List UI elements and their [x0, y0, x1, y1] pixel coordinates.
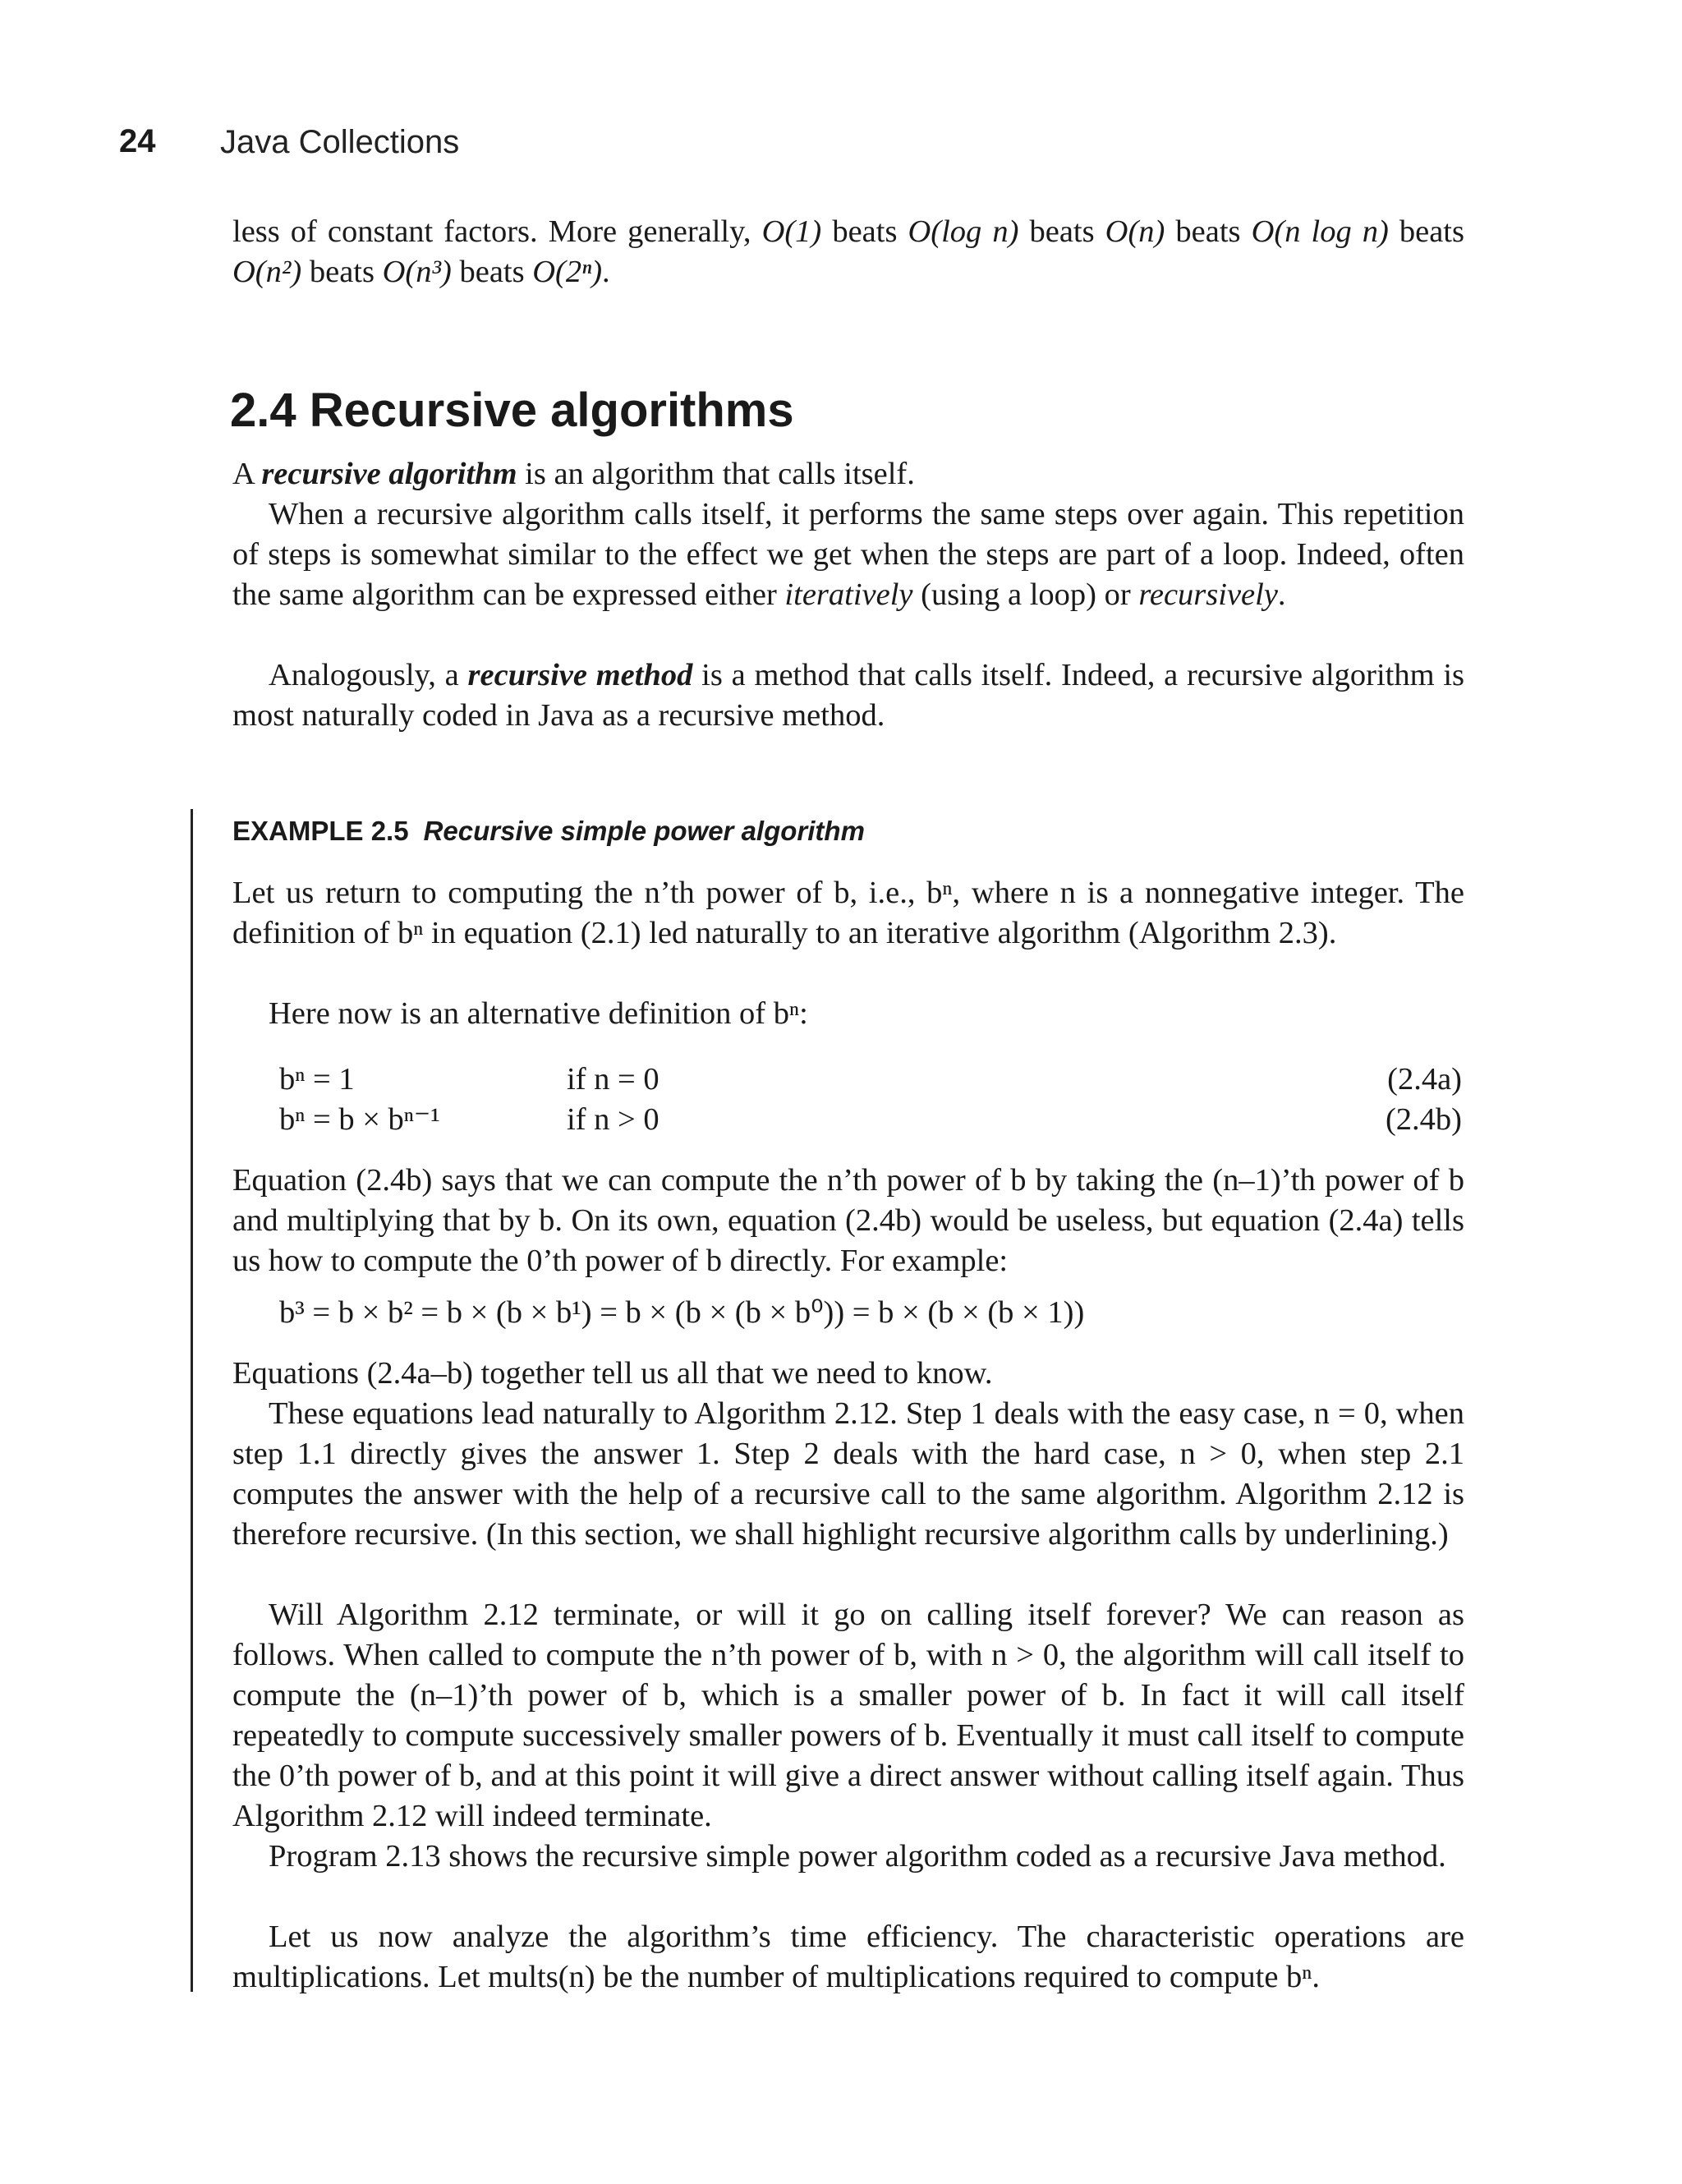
intro-text: less of constant factors. More generally, — [232, 214, 762, 249]
term-recursive-algorithm: recursive algorithm — [261, 457, 517, 491]
complexity-2: O(log n) — [908, 214, 1019, 249]
page-number: 24 — [119, 123, 156, 159]
example-paragraph-8: Let us now analyze the algorithm’s time efficiency. The characteristic operations are multiplications. Let mults(n) be the number of multiplications required to compute bⁿ. — [232, 1920, 1464, 1994]
complexity-1: O(1) — [761, 214, 822, 249]
p2-text-b: (using a loop) or — [912, 577, 1139, 612]
p3-text-b: is a method that calls itself. Indeed, a recursive algorithm is most naturally coded in Java as a recursive method. — [232, 658, 1465, 733]
p2-text-a: When a recursive algorithm calls itself, it performs the same steps over again. This repetition of steps is somewhat similar to the effect we get when the steps are part of a loop. Indeed, often the same algorithm can be expressed either — [232, 497, 1464, 612]
equation-2-4a-lhs: bⁿ = 1 — [279, 1062, 355, 1097]
display-equation: b³ = b × b² = b × (b × b¹) = b × (b × (b × b⁰)) = b × (b × (b × 1)) — [279, 1295, 1085, 1330]
example-paragraph-2: Here now is an alternative definition of bⁿ: — [269, 996, 808, 1031]
beats-word: beats — [821, 214, 908, 249]
intro-paragraph: less of constant factors. More generally, O(1) beats O(log n) beats O(n) beats O(n log n) beats O(n²) beats O(n³) beats O(2ⁿ). — [232, 214, 1464, 289]
example-paragraph-4: Equations (2.4a–b) together tell us all that we need to know. — [232, 1356, 993, 1391]
example-paragraph-1: Let us return to computing the n’th power of b, i.e., bⁿ, where n is a nonnegative integer. The definition of bⁿ in equation (2.1) led naturally to an iterative algorithm (Algorithm 2.3). — [232, 876, 1464, 950]
example-paragraph-5: These equations lead naturally to Algorithm 2.12. Step 1 deals with the easy case, n = 0, when step 1.1 directly gives the answer 1. Step 2 deals with the hard case, n > 0, when step 2.1 computes the answer with the help of a recursive call to the same algorithm. Algorithm 2.12 is therefore recursive. (In this section, we shall highlight recursive algorithm calls by underlining.) — [232, 1396, 1464, 1552]
def-text-b: is an algorithm that calls itself. — [517, 457, 915, 491]
beats-word: beats — [1165, 214, 1252, 249]
equation-2-4b-number: (2.4b) — [1385, 1102, 1462, 1137]
example-paragraph-3: Equation (2.4b) says that we can compute the n’th power of b by taking the (n–1)’th power of b and multiplying that by b. On its own, equation (2.4b) would be useless, but equation (2.4a) tells us how to compute the 0’th power of b directly. For example: — [232, 1163, 1464, 1278]
def-text-a: A — [232, 457, 262, 491]
complexity-5: O(n²) — [232, 255, 302, 289]
complexity-6: O(n³) — [382, 255, 452, 289]
complexity-4: O(n log n) — [1251, 214, 1389, 249]
example-margin-rule — [191, 809, 193, 1992]
complexity-7: O(2ⁿ) — [532, 255, 603, 289]
method-paragraph — [232, 655, 1464, 736]
equation-2-4a-number: (2.4a) — [1387, 1062, 1462, 1097]
beats-word: beats — [1388, 214, 1464, 249]
example-heading — [232, 816, 865, 847]
p3-text-a: Analogously, a — [269, 658, 468, 692]
example-paragraph-6: Will Algorithm 2.12 terminate, or will it go on calling itself forever? We can reason as follows. When called to compute the n’th power of b, with n > 0, the algorithm will call itself to compute the (n–1)’th power of b, which is a smaller power of b. In fact it will call itself repeatedly to compute successively smaller powers of b. Eventually it must call itself to compute the 0’th power of b, and at this point it will give a direct answer without calling itself again. Thus Algorithm 2.12 will indeed terminate. — [232, 1598, 1464, 1833]
recursion-paragraph — [232, 494, 1464, 615]
equation-2-4a-condition: if n = 0 — [567, 1062, 659, 1097]
definition-paragraph — [232, 454, 1464, 494]
equation-2-4b-condition: if n > 0 — [567, 1102, 659, 1137]
p2-text-c: . — [1277, 577, 1286, 612]
equation-2-4b-lhs: bⁿ = b × bⁿ⁻¹ — [279, 1102, 440, 1137]
beats-word: beats — [451, 255, 533, 289]
term-iteratively: iteratively — [784, 577, 913, 612]
example-title: Recursive simple power algorithm — [423, 816, 865, 846]
complexity-3: O(n) — [1105, 214, 1165, 249]
section-heading: 2.4 Recursive algorithms — [230, 384, 794, 437]
term-recursive-method: recursive method — [467, 658, 693, 692]
beats-word: beats — [1018, 214, 1105, 249]
term-recursively: recursively — [1138, 577, 1278, 612]
example-paragraph-7: Program 2.13 shows the recursive simple power algorithm coded as a recursive Java method. — [269, 1839, 1446, 1874]
running-title: Java Collections — [220, 124, 460, 160]
example-label: EXAMPLE 2.5 — [232, 816, 409, 846]
beats-word: beats — [301, 255, 383, 289]
